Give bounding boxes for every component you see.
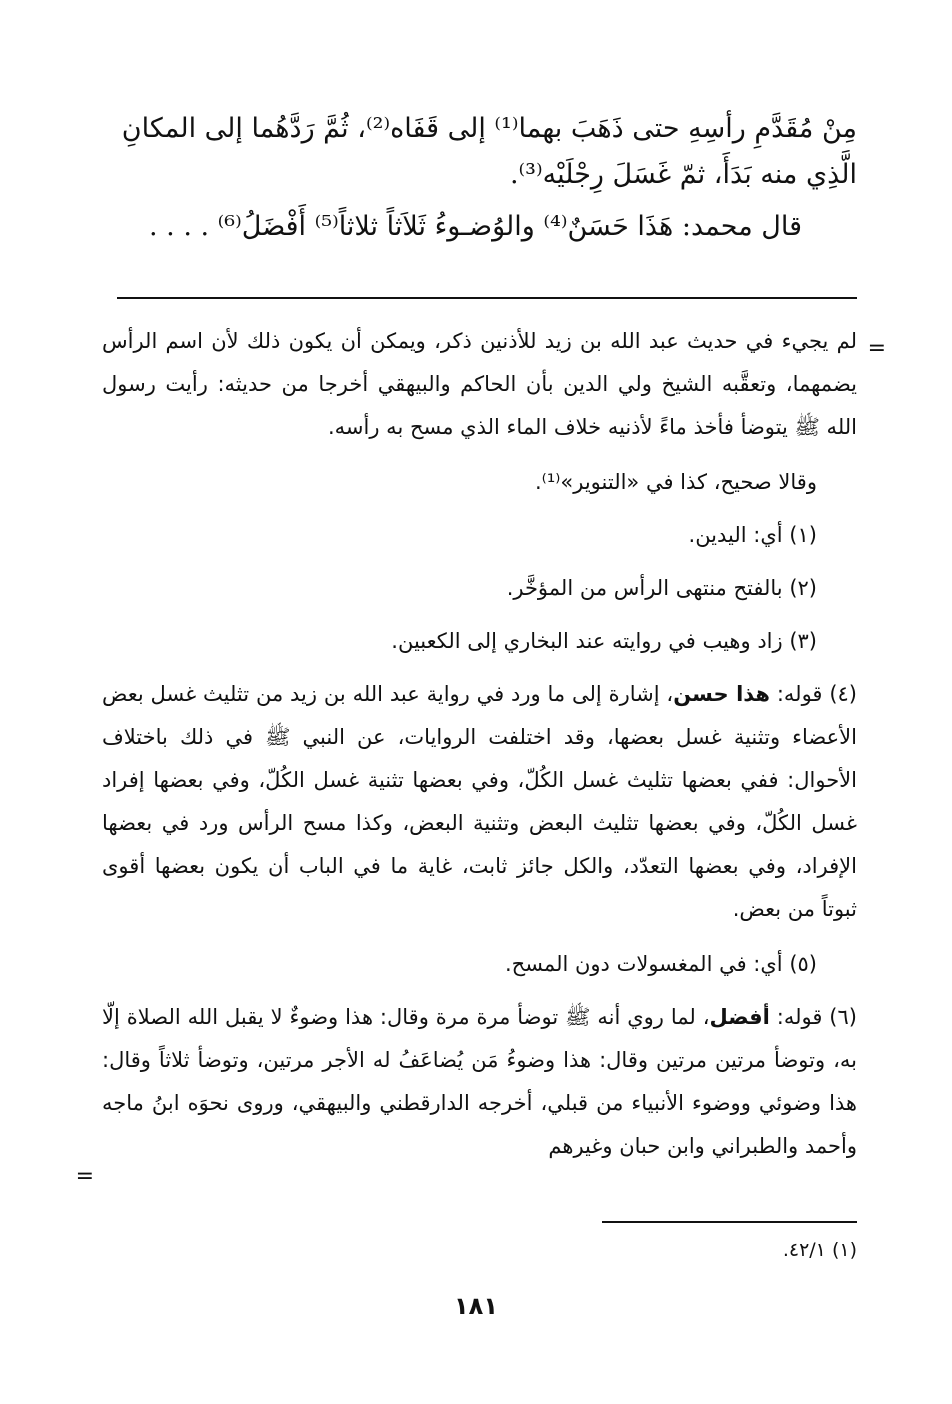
commentary-continued-paragraph-2: وقالا صحيح، كذا في «التنوير»⁽¹⁾. <box>534 470 817 494</box>
main-text-divider <box>117 297 857 299</box>
continuation-mark-bottom: = <box>75 1164 94 1189</box>
commentary-note-6 <box>102 996 857 1168</box>
main-text-line-3: قال محمد: هَذَا حَسَنٌ⁽⁴⁾ والوُضـوءُ ثَلاَثاً ثلاثاً⁽⁵⁾ أَفْضَلُ⁽⁶⁾ . . . . <box>148 211 802 242</box>
main-text-line-1: مِنْ مُقَدَّمِ رأسِهِ حتى ذَهَبَ بهما⁽¹⁾ إلى قَفَاه⁽²⁾، ثُمَّ رَدَّهُما إلى المكانِ <box>121 113 857 144</box>
note-6-keyword: أفضل <box>709 1005 770 1029</box>
commentary-note-3: (٣) زاد وهيب في روايته عند البخاري إلى الكعبين. <box>391 629 817 653</box>
commentary-note-5: (٥) أي: في المغسولات دون المسح. <box>504 952 817 976</box>
footnote-divider <box>602 1221 857 1223</box>
commentary-note-1: (١) أي: اليدين. <box>688 523 817 547</box>
main-text-line-2: الَّذِي منه بَدَأَ، ثمّ غَسَلَ رِجْلَيْه⁽³⁾. <box>509 159 857 190</box>
main-text-block <box>87 106 857 250</box>
note-6-prefix: (٦) قوله: <box>769 1005 857 1029</box>
note-4-prefix: (٤) قوله: <box>770 682 857 706</box>
note-6-text: ، لما روي أنه ﷺ توضأ مرة مرة وقال: هذا وضوءٌ لا يقبل الله الصلاة إلّا به، وتوضأ مرتين مرتين وقال: هذا وضوءُ مَن يُضاعَفُ له الأجر مرتين، وتوضأ ثلاثاً وقال: هذا وضوئي ووضوء الأنبياء من قبلي، أخرجه الدارقطني والبيهقي، وروى نحوَه ابنُ ماجه وأحمد والطبراني وابن حبان وغيرهم <box>102 1005 857 1158</box>
note-4-keyword: هذا حسن <box>673 682 770 706</box>
footnote: (١) ٤٢/١. <box>782 1239 857 1261</box>
page-number: ١٨١ <box>454 1292 498 1320</box>
note-4-text: ، إشارة إلى ما ورد في رواية عبد الله بن زيد من تثليث غسل بعض الأعضاء وتثنية غسل بعضها، وقد اختلفت الروايات، عن النبي ﷺ في ذلك باختلاف الأحوال: ففي بعضها تثليث غسل الكُلّ، وفي بعضها تثنية غسل الكُلّ، وفي بعضها إفراد غسل الكُلّ، وفي بعضها تثليث البعض وتثنية البعض، وكذا مسح الرأس ورد في بعضها الإفراد، وفي بعضها التعدّد، والكل جائز ثابت، غاية ما في الباب أن يكون بعضها أقوى ثبوتاً من بعض. <box>102 682 857 921</box>
commentary-note-2: (٢) بالفتح منتهى الرأس من المؤخَّر. <box>506 576 817 600</box>
continuation-mark-top: = <box>867 336 886 361</box>
commentary-note-4 <box>102 673 857 931</box>
commentary-continued-paragraph: لم يجيء في حديث عبد الله بن زيد للأذنين ذكر، ويمكن أن يكون ذلك لأن اسم الرأس يضمهما، وتعقَّبه الشيخ ولي الدين بأن الحاكم والبيهقي أخرجا من حديثه: رأيت رسول الله ﷺ يتوضأ فأخذ ماءً لأذنيه خلاف الماء الذي مسح به رأسه. <box>102 329 857 439</box>
commentary-block <box>102 320 857 1180</box>
